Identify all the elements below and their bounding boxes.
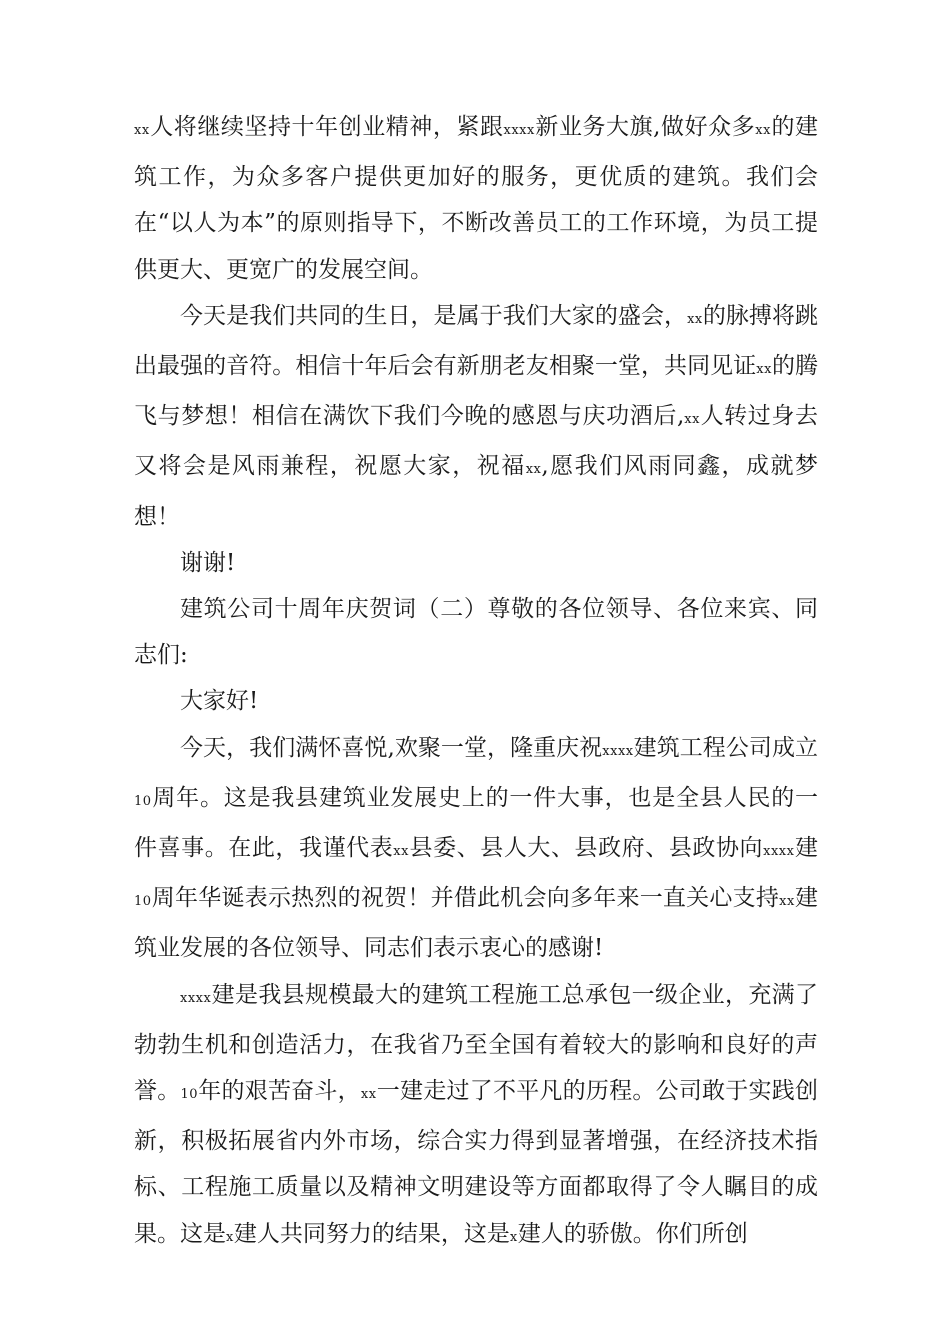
document-body — [134, 104, 818, 1261]
paragraph-4: 建筑公司十周年庆贺词（二）尊敬的各位领导、各位来宾、同志们: — [134, 596, 818, 669]
paragraph-1: xx人将继续坚持十年创业精神，紧跟xxxx新业务大旗,做好众多xx的建筑工作，为众多客户提供更加好的服务，更优质的建筑。我们会在“以人为本”的原则指导下，不断改善员工的工作环境，为员工提供更大、更宽广的发展空间。 — [134, 114, 819, 283]
latin-run: xx — [756, 362, 772, 378]
latin-run: xx — [393, 844, 409, 860]
paragraph-5: 大家好! — [180, 688, 259, 715]
latin-run: 10 — [134, 894, 152, 910]
latin-run: x — [226, 1229, 234, 1245]
paragraph-2: 今天是我们共同的生日，是属于我们大家的盛会，xx的脉搏将跳出最强的音符。相信十年后会有新朋老友相聚一堂，共同见证xx的腾飞与梦想！相信在满饮下我们今晚的感恩与庆功酒后,xx人转过身去又将会是风雨兼程，祝愿大家，祝福xx,愿我们风雨同鑫，成就梦想！ — [134, 302, 819, 530]
latin-run: xxxx — [180, 990, 212, 1006]
paragraph-7: xxxx建是我县规模最大的建筑工程施工总承包一级企业，充满了勃勃生机和创造活力，在我省乃至全国有着较大的影响和良好的声誉。10年的艰苦奋斗，xx一建走过了不平凡的历程。公司敢于实践创新，积极拓展省内外市场，综合实力得到显著增强，在经济技术指标、工程施工质量以及精神文明建设等方面都取得了令人瞩目的成果。这是x建人共同努力的结果，这是x建人的骄傲。你们所创 — [134, 981, 819, 1247]
latin-run: xx — [525, 462, 542, 478]
paragraph-3: 谢谢! — [180, 549, 236, 576]
latin-run: xx — [134, 123, 150, 138]
latin-run: xx — [755, 123, 771, 138]
latin-run: xxxx — [602, 743, 634, 759]
paragraph-6: 今天，我们满怀喜悦,欢聚一堂，隆重庆祝xxxx建筑工程公司成立10周年。这是我县建筑业发展史上的一件大事，也是全县人民的一件喜事。在此，我谨代表xx县委、县人大、县政府、县政协向xxxx建10周年华诞表示热烈的祝贺！并借此机会向多年来一直关心支持xx建筑业发展的各位领导、同志们表示衷心的感谢! — [134, 734, 819, 962]
latin-run: xx — [684, 412, 700, 428]
latin-run: x — [509, 1229, 518, 1245]
latin-run: xxxx — [503, 123, 535, 138]
latin-run: xx — [779, 894, 795, 910]
latin-run: xx — [360, 1087, 377, 1103]
latin-run: xx — [687, 311, 703, 327]
latin-run: xxxx — [763, 844, 795, 860]
latin-run: 10 — [134, 793, 152, 809]
latin-run: 10 — [180, 1087, 199, 1103]
